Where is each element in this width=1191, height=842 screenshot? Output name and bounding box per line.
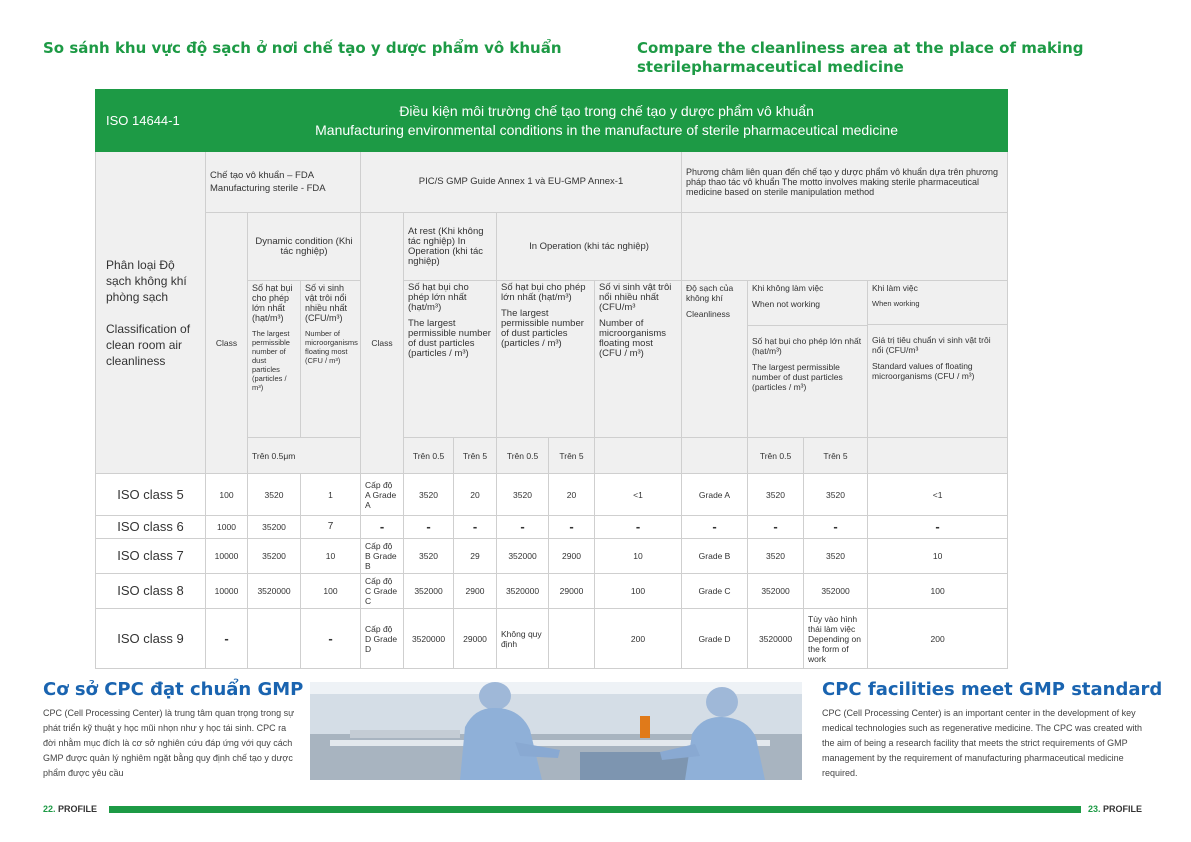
iso-title: ISO 14644-1 [96, 90, 206, 152]
at-rest-header: At rest (Khi không tác nghiệp) In Operation (khi tác nghiệp) [404, 213, 497, 281]
rest-05: - [404, 516, 454, 539]
op-05: - [497, 516, 549, 539]
main-title-en: Manufacturing environmental conditions in the manufacture of sterile pharmaceutical medicine [315, 121, 899, 138]
nw-05: 3520000 [748, 609, 804, 669]
cleanroom-photo-illustration [310, 682, 802, 780]
cleanliness-header [682, 281, 748, 438]
fda-class: 10000 [206, 574, 248, 609]
pics-micro-header [595, 281, 682, 438]
working-micro: <1 [868, 474, 1008, 516]
nw-5: - [804, 516, 868, 539]
pics-grade: - [361, 516, 404, 539]
row-header-vi: Phân loại Độ sạch không khí phòng sạch [106, 257, 187, 304]
table-row [96, 516, 1008, 539]
fda-particles-vi: Số hạt bụi cho phép lớn nhất (hạt/m³) [252, 283, 293, 323]
nw-5: 3520 [804, 474, 868, 516]
cleanliness-grade: Grade A [682, 474, 748, 516]
page-number-right-label: PROFILE [1103, 804, 1143, 814]
fda-micro: 10 [301, 539, 361, 574]
main-title-vi: Điều kiện môi trường chế tạo trong chế tạo y dược phẩm vô khuẩn [399, 102, 814, 119]
pics-micro: - [595, 516, 682, 539]
gmp-text-vi: CPC (Cell Processing Center) là trung tâm quan trọng trong sự phát triển kỹ thuật y học mũi nhọn như y học tái sinh. CPC ra đời nhằm mục đích là cơ sở nghiên cứu đáp ứng với quy cách GMP được quản lý nghiêm ngặt bằng quy định chế tạo y dược phẩm được yêu cầu [43, 708, 295, 778]
op-05: 3520 [497, 474, 549, 516]
nw-5-label: Trên 5 [804, 438, 868, 474]
rest-05-label: Trên 0.5 [404, 438, 454, 474]
heading-vi: So sánh khu vực độ sạch ở nơi chế tạo y dược phẩm vô khuẩn [43, 39, 562, 57]
cleanliness-grade: Grade D [682, 609, 748, 669]
working-micro: 200 [868, 609, 1008, 669]
pics-grade: Cấp độ C Grade C [361, 574, 404, 609]
gmp-title-en: CPC facilities meet GMP standard [822, 679, 1163, 700]
motto-micro-en: Standard values of floating microorganisms (CFU / m³) [872, 361, 975, 381]
op-5: 2900 [549, 539, 595, 574]
motto-micro-vi: Giá trị tiêu chuẩn vi sinh vật trôi nổi (CFU/m³ [872, 335, 991, 355]
fda-particles: 3520 [248, 474, 301, 516]
page-number-left-num: 22. [43, 804, 56, 814]
dynamic-condition: Dynamic condition (Khi tác nghiệp) [248, 213, 361, 281]
fda-particles [248, 609, 301, 669]
iso-class: ISO class 9 [96, 609, 206, 669]
motto-particles-en: The largest permissible number of dust particles (particles / m³) [752, 362, 843, 392]
working-vi: Khi làm việc [872, 283, 918, 293]
op-05: 352000 [497, 539, 549, 574]
pics-micro: 200 [595, 609, 682, 669]
in-operation-header: In Operation (khi tác nghiệp) [497, 213, 682, 281]
op-5: - [549, 516, 595, 539]
working-micro: 100 [868, 574, 1008, 609]
page-number-right [1088, 804, 1142, 814]
fda-header-vi: Chế tạo vô khuẩn – FDA [210, 170, 315, 181]
op-5-label: Trên 5 [549, 438, 595, 474]
fda-micro: - [301, 609, 361, 669]
fda-header-en: Manufacturing sterile - FDA [210, 183, 326, 194]
rest-5: 2900 [454, 574, 497, 609]
nw-05: 3520 [748, 474, 804, 516]
rest-5: - [454, 516, 497, 539]
nw-05: 3520 [748, 539, 804, 574]
page-number-left [43, 804, 97, 814]
rest-05: 352000 [404, 574, 454, 609]
table-row [96, 539, 1008, 574]
pics-micro-en: Number of microorganisms floating most (CFU / m³) [599, 318, 667, 359]
nw-5: 3520 [804, 539, 868, 574]
fda-header [206, 152, 361, 213]
page-number-left-label: PROFILE [58, 804, 98, 814]
pics-grade: Cấp độ D Grade D [361, 609, 404, 669]
rest-05: 3520 [404, 539, 454, 574]
motto-header: Phương châm liên quan đến chế tạo y dược phẩm vô khuẩn dựa trên phương pháp thao tác vô khuẩn The motto involves making sterile pharmaceutical medicine based on sterile manipulation method [682, 152, 1008, 213]
w-spacer [868, 438, 1008, 474]
fda-micro: 7 [301, 516, 361, 539]
fda-size-label: Trên 0.5μm [248, 438, 361, 474]
op-05: Không quy định [497, 609, 549, 669]
op-5: 20 [549, 474, 595, 516]
nw-5: 352000 [804, 574, 868, 609]
not-working-vi: Khi không làm việc [752, 283, 824, 293]
fda-micro-header [301, 281, 361, 438]
rest-particles-vi: Số hạt bụi cho phép lớn nhất (hạt/m³) [408, 282, 469, 313]
op-particles-en: The largest permissible number of dust particles (particles / m³) [501, 308, 584, 349]
fda-micro-vi: Số vi sinh vật trôi nổi nhiều nhất (CFU/m³) [305, 283, 348, 323]
pics-grade: Cấp độ A Grade A [361, 474, 404, 516]
fda-class: - [206, 609, 248, 669]
pics-micro-vi: Số vi sinh vật trôi nổi nhiều nhất (CFU/m³ [599, 282, 672, 313]
cleanliness-en: Cleanliness [686, 309, 730, 319]
table-row [96, 474, 1008, 516]
clean-spacer [682, 438, 748, 474]
nw-05: - [748, 516, 804, 539]
cleanliness-vi: Độ sạch của không khí [686, 283, 734, 303]
motto-spacer [682, 213, 1008, 281]
rest-05: 3520000 [404, 609, 454, 669]
pics-micro: <1 [595, 474, 682, 516]
op-05: 3520000 [497, 574, 549, 609]
rest-5-label: Trên 5 [454, 438, 497, 474]
iso-class: ISO class 8 [96, 574, 206, 609]
fda-micro: 1 [301, 474, 361, 516]
iso-class: ISO class 6 [96, 516, 206, 539]
rest-5: 29 [454, 539, 497, 574]
iso-class: ISO class 7 [96, 539, 206, 574]
cleanliness-grade: - [682, 516, 748, 539]
fda-particles: 35200 [248, 516, 301, 539]
rest-particles-en: The largest permissible number of dust particles (particles / m³) [408, 318, 491, 359]
fda-particles: 3520000 [248, 574, 301, 609]
main-title [206, 90, 1008, 152]
pics-header: PIC/S GMP Guide Annex 1 và EU-GMP Annex-1 [361, 152, 682, 213]
fda-class: 10000 [206, 539, 248, 574]
cleanroom-photo [310, 682, 802, 780]
op-particles-header [497, 281, 595, 438]
op-particles-vi: Số hạt bụi cho phép lớn nhất (hạt/m³) [501, 282, 586, 303]
fda-particles: 35200 [248, 539, 301, 574]
row-header-en: Classification of clean room air cleanliness [106, 321, 191, 368]
op-5: 29000 [549, 574, 595, 609]
micro-spacer [595, 438, 682, 474]
row-header [96, 152, 206, 474]
fda-class-label: Class [206, 213, 248, 474]
pics-micro: 10 [595, 539, 682, 574]
working-micro: - [868, 516, 1008, 539]
cleanliness-table [95, 89, 1008, 669]
fda-class: 1000 [206, 516, 248, 539]
pics-grade: Cấp độ B Grade B [361, 539, 404, 574]
nw-05: 352000 [748, 574, 804, 609]
rest-particles-header [404, 281, 497, 438]
iso-class: ISO class 5 [96, 474, 206, 516]
pics-micro: 100 [595, 574, 682, 609]
working-en: When working [872, 299, 920, 308]
op-5 [549, 609, 595, 669]
not-working-en: When not working [752, 299, 821, 309]
rest-5: 29000 [454, 609, 497, 669]
page-number-right-num: 23. [1088, 804, 1101, 814]
fda-class: 100 [206, 474, 248, 516]
rest-05: 3520 [404, 474, 454, 516]
fda-particles-en: The largest permissible number of dust particles (particles / m³) [252, 329, 290, 392]
rest-5: 20 [454, 474, 497, 516]
footer-bar [109, 806, 1081, 813]
fda-micro: 100 [301, 574, 361, 609]
gmp-text-en: CPC (Cell Processing Center) is an important center in the development of key medical technologies such as regenerative medicine. The CPC was created with the aim of being a research facility that meets the strict requirements of GMP management by the requirement of manufacturing pharmaceutical medicine required. [822, 708, 1142, 778]
table-row [96, 574, 1008, 609]
nw-05-label: Trên 0.5 [748, 438, 804, 474]
nw-5: Tùy vào hình thái làm việc Depending on the form of work [804, 609, 868, 669]
working-micro: 10 [868, 539, 1008, 574]
working-header [868, 281, 1008, 438]
fda-particles-header [248, 281, 301, 438]
cleanliness-grade: Grade C [682, 574, 748, 609]
fda-micro-en: Number of microorganisms floating most (CFU / m³) [305, 329, 358, 365]
gmp-title-vi: Cơ sở CPC đạt chuẩn GMP [43, 679, 304, 700]
op-05-label: Trên 0.5 [497, 438, 549, 474]
heading-en: Compare the cleanliness area at the place of making sterilepharmaceutical medicine [637, 39, 1084, 76]
cleanliness-grade: Grade B [682, 539, 748, 574]
pics-class-label: Class [361, 213, 404, 474]
table-row [96, 609, 1008, 669]
motto-particles-vi: Số hạt bụi cho phép lớn nhất (hạt/m³) [752, 336, 862, 356]
not-working-header [748, 281, 868, 438]
